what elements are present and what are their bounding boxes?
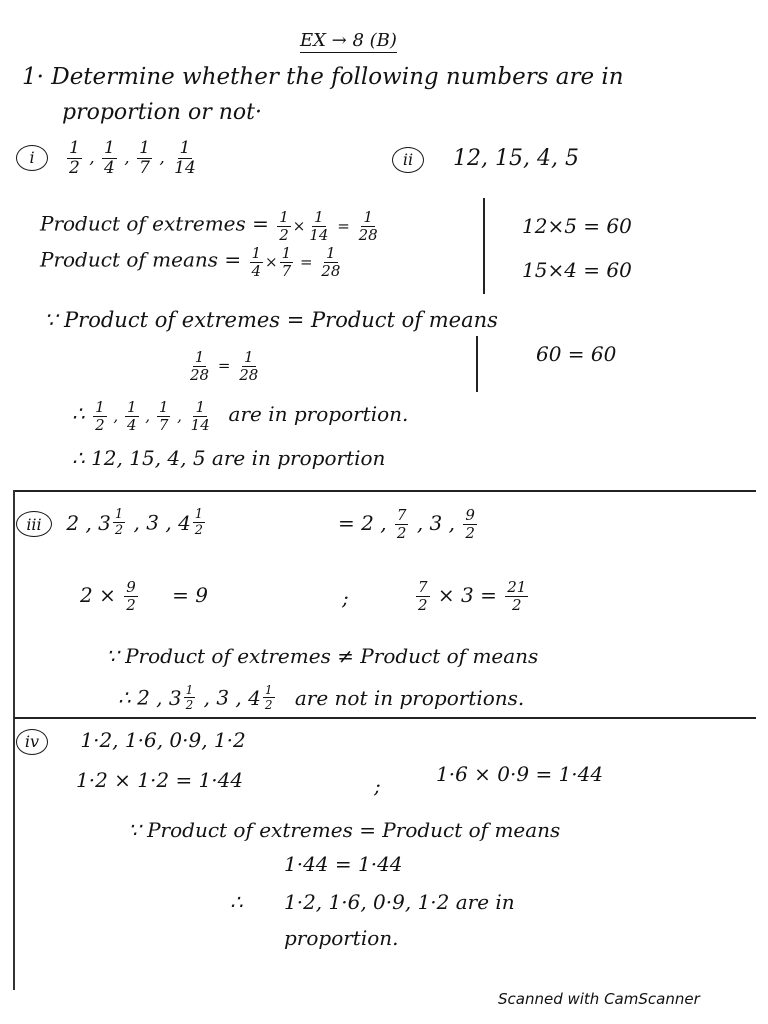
part-ii-calc-2: 15×4 = 60 xyxy=(522,258,632,282)
extremes-label: Product of extremes xyxy=(40,211,246,236)
part-ii-heading xyxy=(392,146,579,173)
question-line-2: proportion or not· xyxy=(62,100,262,125)
part-ii-calc-1: 12×5 = 60 xyxy=(522,214,632,238)
part-i-heading xyxy=(16,140,200,177)
means-product-row: Product of means = $\frac{1}{4}$ × $\frac{1}{7}$ = $\frac{1}{28}$ xyxy=(40,244,341,280)
part-iv-conclusion-2: proportion. xyxy=(284,926,399,950)
part-iii-calc-left: 2 × $\frac{9}{2}$ = 9 xyxy=(80,578,208,614)
part-ii-label: ii xyxy=(392,147,424,173)
means-label: Product of means xyxy=(40,247,219,272)
column-divider-lower xyxy=(476,336,478,392)
column-divider xyxy=(483,198,485,294)
part-i-fractions: $\frac{1}{2}$ , $\frac{1}{4}$ , $\frac{1}{7}$ , $\frac{1}{14}$ xyxy=(69,138,196,178)
part-iii-conclusion: ∴ 2 , 3 $\frac{1}{2}$ , 3 , 4 $\frac{1}{2}$ are not in proportions. xyxy=(118,683,525,712)
extremes-product-row: Product of extremes = $\frac{1}{2}$ × $\frac{1}{14}$ = $\frac{1}{28}$ xyxy=(40,208,378,244)
part-ii-conclusion: ∴ 12, 15, 4, 5 are in proportion xyxy=(72,446,386,470)
part-i-equality: $\frac{1}{28}$ = $\frac{1}{28}$ xyxy=(190,348,259,384)
part-iv-calc-2: 1·6 × 0·9 = 1·44 xyxy=(436,762,604,786)
part-iii-label: iii xyxy=(16,511,52,537)
part-iv-heading: iv 1·2, 1·6, 0·9, 1·2 xyxy=(16,728,246,755)
part-i-label: i xyxy=(16,145,48,171)
camscanner-watermark: Scanned with CamScanner xyxy=(498,990,700,1008)
part-iv-semicolon: ; xyxy=(374,774,381,798)
part-iv-because: ∵ Product of extremes = Product of means xyxy=(128,818,561,842)
part-iv-equality: 1·44 = 1·44 xyxy=(284,852,403,876)
part-ii-numbers: 12, 15, 4, 5 xyxy=(453,146,579,171)
part-ii-equality: 60 = 60 xyxy=(536,342,617,366)
part-iii-calc-right: $\frac{7}{2}$ × 3 = $\frac{21}{2}$ xyxy=(418,578,527,614)
part-i-conclusion: ∴ $\frac{1}{2}$ , $\frac{1}{4}$ , $\frac{1}{7}$ , $\frac{1}{14}$ are in proportion. xyxy=(72,398,409,434)
part-iii-semicolon: ; xyxy=(342,586,349,610)
part-iv-calc-1: 1·2 × 1·2 = 1·44 xyxy=(76,768,244,792)
part-iv-therefore: ∴ xyxy=(230,890,243,914)
part-iv-conclusion-1: 1·2, 1·6, 0·9, 1·2 are in xyxy=(284,890,515,914)
left-margin-line xyxy=(13,490,15,990)
part-iii-heading: iii 2 , 3 $\frac{1}{2}$ , 3 , 4 $\frac{1}{2}$ xyxy=(16,508,207,537)
exercise-title: EX → 8 (B) xyxy=(300,30,397,51)
section-divider-2 xyxy=(14,717,756,719)
part-i-because: ∵ Product of extremes = Product of means xyxy=(44,308,498,332)
part-iii-because: ∵ Product of extremes ≠ Product of means xyxy=(106,644,539,668)
part-iv-label: iv xyxy=(16,729,48,755)
section-divider-1 xyxy=(14,490,756,492)
question-line-1: 1· Determine whether the following numbers are in xyxy=(22,64,624,90)
part-iii-converted: = 2 , $\frac{7}{2}$ , 3 , $\frac{9}{2}$ xyxy=(338,506,475,542)
